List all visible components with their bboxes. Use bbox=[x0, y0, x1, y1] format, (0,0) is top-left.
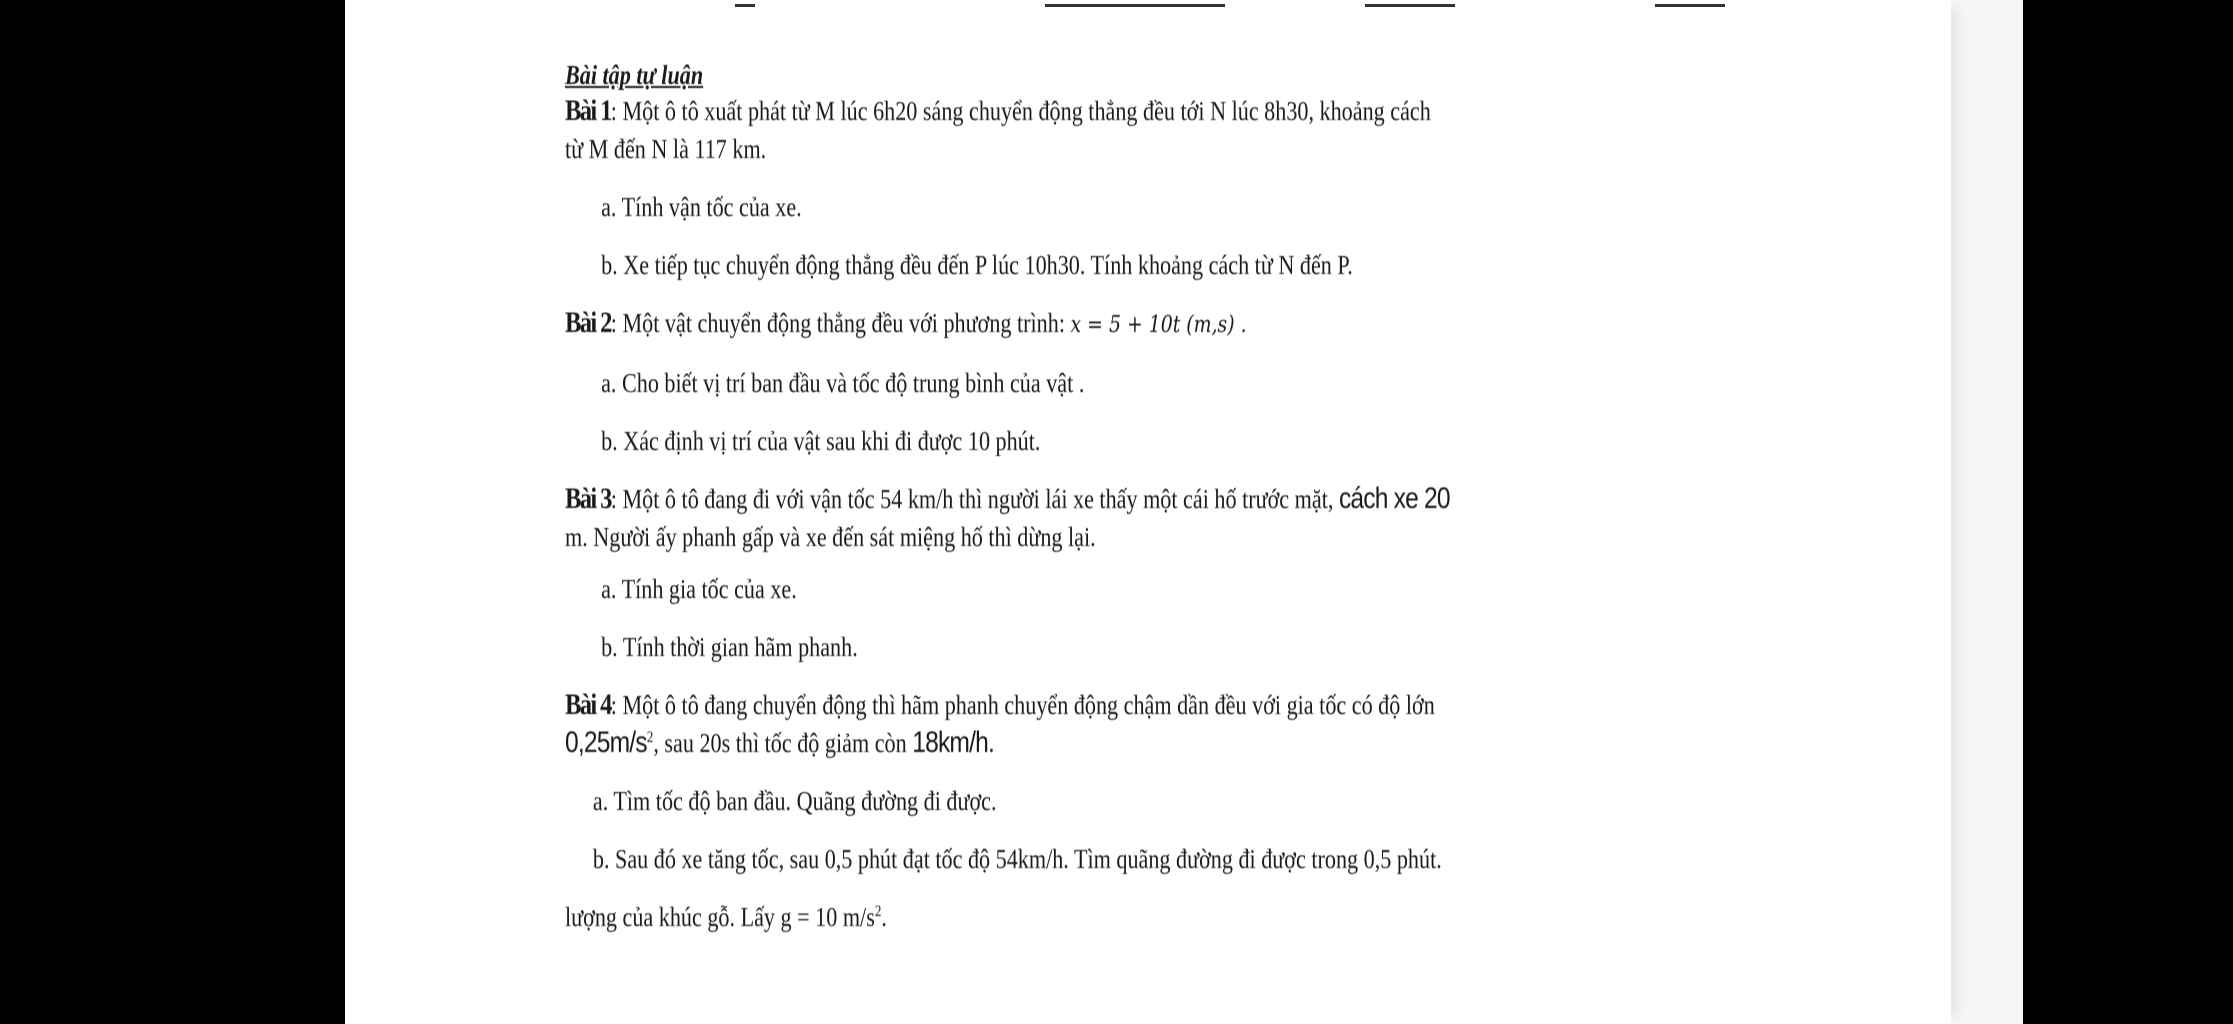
document-page[interactable] bbox=[345, 0, 2023, 1024]
page-sheet bbox=[345, 0, 1951, 1024]
problem-label: Bài 3 bbox=[565, 482, 611, 515]
problem-3-part-b: b. Tính thời gian hãm phanh. bbox=[601, 632, 858, 662]
problem-2-part-a: a. Cho biết vị trí ban đầu và tốc độ trung bình của vật . bbox=[601, 368, 1085, 398]
problem-1-part-a: a. Tính vận tốc của xe. bbox=[601, 192, 802, 222]
problem-3-part-a: a. Tính gia tốc của xe. bbox=[601, 574, 797, 604]
problem-3 bbox=[565, 480, 1934, 518]
problem-4-part-b: b. Sau đó xe tăng tốc, sau 0,5 phút đạt tốc độ 54km/h. Tìm quãng đường đi được trong 0,5 phút. bbox=[592, 844, 1442, 874]
trailing-end: . bbox=[881, 902, 887, 932]
problem-4-continued bbox=[565, 724, 1934, 762]
left-black-margin bbox=[0, 0, 345, 1024]
speed-value: 18km/h. bbox=[912, 726, 994, 759]
problem-2 bbox=[565, 304, 1934, 344]
problem-4 bbox=[565, 686, 1934, 724]
problem-label: Bài 2 bbox=[565, 306, 611, 339]
problem-text: : Một ô tô đang chuyển động thì hãm phanh chuyển động chậm dần đều với gia tốc có độ lớn bbox=[610, 690, 1435, 720]
problem-1 bbox=[565, 92, 1934, 130]
problem-1-part-b: b. Xe tiếp tục chuyển động thẳng đều đến P lúc 10h30. Tính khoảng cách từ N đến P. bbox=[601, 250, 1353, 280]
problem-text: : Một ô tô xuất phát từ M lúc 6h20 sáng chuyển động thẳng đều tới N lúc 8h30, khoảng cách bbox=[610, 96, 1431, 126]
problem-2-part-b: b. Xác định vị trí của vật sau khi đi được 10 phút. bbox=[601, 426, 1041, 456]
cropped-previous-line bbox=[345, 0, 1951, 10]
problem-text: : Một vật chuyển động thẳng đều với phương trình: bbox=[610, 308, 1065, 338]
right-black-margin bbox=[2023, 0, 2233, 1024]
problem-label: Bài 4 bbox=[565, 688, 611, 721]
problem-4-part-a: a. Tìm tốc độ ban đầu. Quãng đường đi được. bbox=[592, 786, 997, 816]
problem-1-continued: từ M đến N là 117 km. bbox=[565, 134, 767, 164]
trailing-line bbox=[565, 898, 1934, 936]
problem-3-continued: m. Người ấy phanh gấp và xe đến sát miệng hố thì dừng lại. bbox=[565, 522, 1096, 552]
trailing-text: lượng của khúc gỗ. Lấy g = 10 m/s bbox=[565, 902, 875, 932]
problem-text: : Một ô tô đang đi với vận tốc 54 km/h thì người lái xe thấy một cái hố trước mặt, bbox=[610, 484, 1339, 514]
section-title: Bài tập tự luận bbox=[565, 60, 704, 90]
exercise-content bbox=[565, 58, 1934, 936]
exponent: 2 bbox=[646, 729, 654, 746]
motion-equation: x = 5 + 10t (m,s) . bbox=[1070, 312, 1247, 338]
problem-text: , sau 20s thì tốc độ giảm còn bbox=[653, 728, 913, 758]
acceleration-value: 0,25m/s bbox=[565, 726, 647, 759]
exponent: 2 bbox=[874, 903, 882, 920]
problem-text-large: cách xe 20 bbox=[1338, 482, 1450, 515]
problem-label: Bài 1 bbox=[565, 94, 611, 127]
